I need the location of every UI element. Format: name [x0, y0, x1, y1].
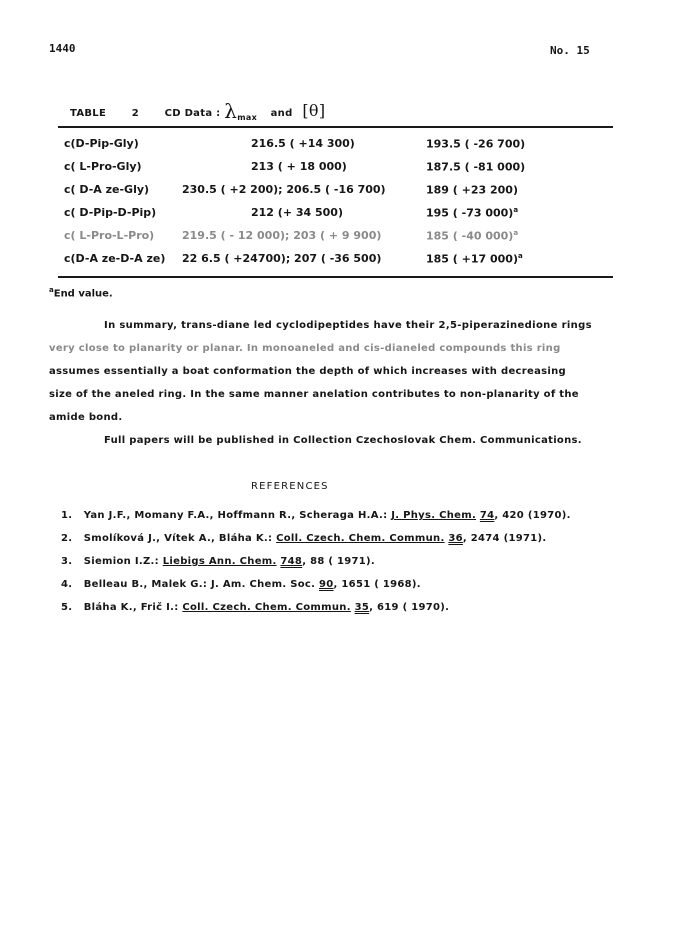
table-footnote — [49, 286, 113, 299]
table-bottom-rule — [58, 276, 613, 278]
band1-cell: 230.5 ( +2 200); 206.5 ( -16 700) — [182, 183, 386, 196]
summary-line: In summary, trans-diane led cyclodipeptides have their 2,5-piperazinedione rings — [104, 320, 592, 331]
compound-cell: c( L-Pro-L-Pro) — [64, 229, 155, 242]
reference-item: 4. Belleau B., Malek G.: J. Am. Chem. Soc. 90, 1651 ( 1968). — [61, 579, 421, 590]
journal-name: Coll. Czech. Chem. Commun. — [276, 533, 445, 544]
table-row — [0, 137, 680, 155]
table-row — [0, 229, 680, 247]
table-top-rule — [58, 126, 613, 128]
table-row — [0, 183, 680, 201]
compound-cell: c( D-A ze-Gly) — [64, 183, 150, 196]
issue-number: No. 15 — [550, 44, 590, 57]
volume: 74 — [479, 510, 495, 521]
journal-name: Liebigs Ann. Chem. — [162, 556, 277, 567]
lambda-subscript: max — [237, 113, 258, 122]
compound-cell: c(D-A ze-D-A ze) — [64, 252, 166, 265]
summary-line: assumes essentially a boat conformation the depth of which increases with decreasing — [49, 366, 566, 377]
table-caption-text: CD Data : — [164, 108, 221, 119]
band1-cell: 212 (+ 34 500) — [251, 206, 343, 219]
volume: 36 — [448, 533, 463, 544]
band2-cell: 193.5 ( -26 700) — [426, 137, 526, 151]
band1-cell: 219.5 ( - 12 000); 203 ( + 9 900) — [182, 229, 382, 242]
band1-cell: 213 ( + 18 000) — [251, 160, 347, 173]
band2-cell: 195 ( -73 000)$^a$ — [426, 206, 519, 220]
compound-cell: c( L-Pro-Gly) — [64, 160, 142, 173]
band2-cell: 189 ( +23 200) — [426, 183, 518, 197]
theta-symbol: [θ] — [302, 101, 326, 120]
compound-cell: c(D-Pip-Gly) — [64, 137, 139, 150]
reference-item: 1. Yan J.F., Momany F.A., Hoffmann R., Scheraga H.A.: J. Phys. Chem. 74, 420 (1970). — [61, 510, 571, 521]
band1-cell: 216.5 ( +14 300) — [251, 137, 355, 150]
band2-cell: 185 ( +17 000)$^a$ — [426, 252, 523, 266]
volume: 35 — [354, 602, 370, 613]
footnote-mark: a — [49, 286, 54, 294]
lambda-symbol: λ — [224, 99, 238, 123]
summary-line: amide bond. — [49, 412, 123, 423]
table-caption-label: TABLE — [70, 108, 107, 119]
table-row — [0, 252, 680, 270]
journal-name: Coll. Czech. Chem. Commun. — [182, 602, 351, 613]
volume: 748 — [280, 556, 303, 567]
page-number: 1440 — [49, 42, 76, 55]
summary-line: very close to planarity or planar. In monoaneled and cis-dianeled compounds this ring — [49, 343, 561, 354]
band2-cell: 185 ( -40 000)$^a$ — [426, 229, 519, 243]
references-heading: REFERENCES — [251, 481, 329, 492]
band1-cell: 22 6.5 ( +24700); 207 ( -36 500) — [182, 252, 382, 265]
journal-name: J. Phys. Chem. — [391, 510, 477, 521]
compound-cell: c( D-Pip-D-Pip) — [64, 206, 157, 219]
table-row — [0, 206, 680, 224]
reference-item: 3. Siemion I.Z.: Liebigs Ann. Chem. 748, 88 ( 1971). — [61, 556, 376, 567]
reference-item: 2. Smolíková J., Vítek A., Bláha K.: Coll. Czech. Chem. Commun. 36, 2474 (1971). — [61, 533, 547, 544]
table-row — [0, 160, 680, 178]
band2-cell: 187.5 ( -81 000) — [426, 160, 526, 174]
table-caption — [70, 97, 325, 121]
summary-line: size of the aneled ring. In the same manner anelation contributes to non-planarity of the — [49, 389, 579, 400]
table-caption-number: 2 — [131, 108, 139, 119]
and-word: and — [270, 108, 293, 119]
publication-note: Full papers will be published in Collection Czechoslovak Chem. Communications. — [104, 435, 582, 446]
reference-item: 5. Bláha K., Frič I.: Coll. Czech. Chem. Commun. 35, 619 ( 1970). — [61, 602, 450, 613]
footnote-text: End value. — [53, 288, 113, 300]
volume: 90 — [319, 579, 334, 590]
